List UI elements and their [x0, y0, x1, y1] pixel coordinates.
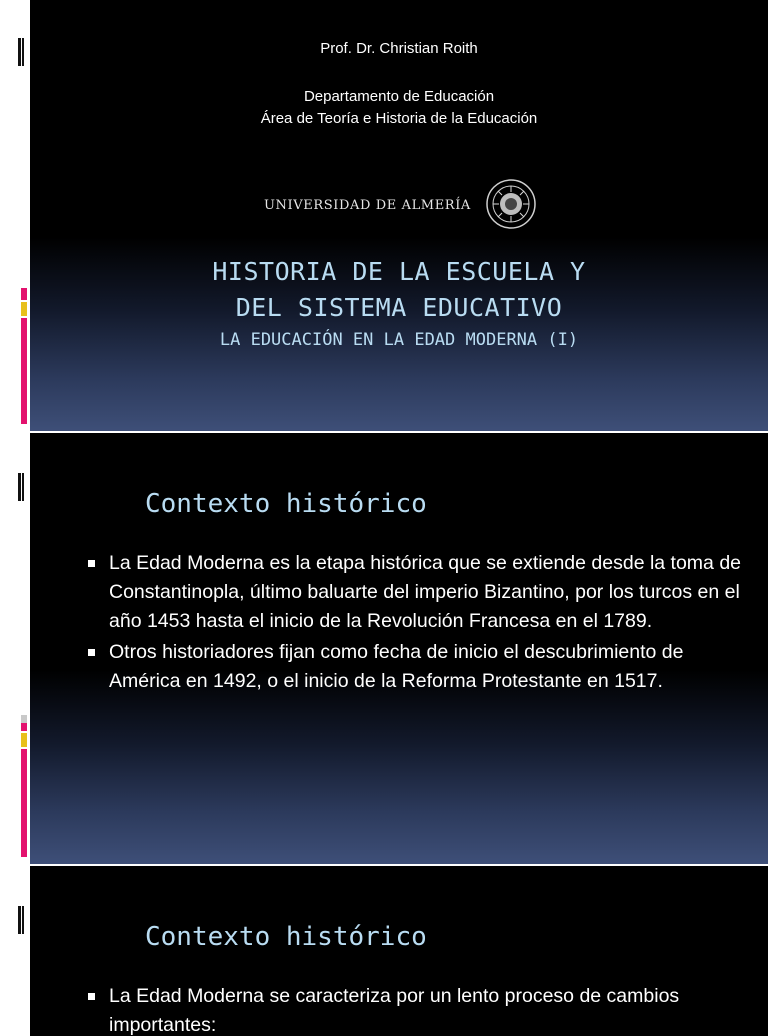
list-item [88, 638, 758, 696]
content-slide-2 [30, 866, 768, 1036]
department-name: Departamento de Educación [303, 88, 495, 105]
accent-stripe-yellow [21, 733, 27, 747]
marker-tab [22, 38, 30, 66]
marker-tab [22, 906, 30, 934]
author-name: Prof. Dr. Christian Roith [320, 40, 478, 57]
accent-stripe-grey [21, 715, 27, 723]
marker-tab [22, 473, 30, 501]
title-line-2: DEL SISTEMA EDUCATIVO [235, 293, 563, 322]
bullet-list [88, 982, 758, 1036]
list-item [88, 982, 758, 1036]
content-slide-1 [30, 433, 768, 864]
bullet-list [88, 549, 758, 698]
accent-stripe-pink [21, 749, 27, 857]
accent-stripe-pink [21, 318, 27, 424]
area-name: Área de Teoría e Historia de la Educación [260, 110, 538, 127]
bullet-text: Otros historiadores fijan como fecha de inicio el descubrimiento de América en 1492, o el inicio de la Reforma Protestante en 1517. [109, 641, 684, 692]
bullet-text: La Edad Moderna se caracteriza por un lento proceso de cambios importantes: [109, 985, 680, 1036]
square-bullet-icon [88, 560, 95, 567]
square-bullet-icon [88, 993, 95, 1000]
accent-stripe-pink [21, 288, 27, 300]
university-logo [30, 178, 768, 234]
presentation-title [30, 254, 768, 326]
marker-bar [18, 473, 21, 501]
presentation-subtitle: LA EDUCACIÓN EN LA EDAD MODERNA (I) [219, 330, 579, 350]
title-slide [30, 0, 768, 431]
university-name: UNIVERSIDAD DE ALMERÍA [264, 198, 471, 213]
accent-stripe-yellow [21, 302, 27, 316]
slide-heading: Contexto histórico [145, 922, 427, 952]
accent-stripe-pink [21, 723, 27, 731]
marker-bar [18, 906, 21, 934]
marker-bar [18, 38, 21, 66]
square-bullet-icon [88, 649, 95, 656]
list-item [88, 549, 758, 636]
university-seal-icon [485, 178, 537, 230]
bullet-text: La Edad Moderna es la etapa histórica que se extiende desde la toma de Constantinopla, último baluarte del imperio Bizantino, por los turcos en el año 1453 hasta el inicio de la Revolución Francesa en el 1789. [109, 552, 742, 632]
slide-heading: Contexto histórico [145, 489, 427, 519]
title-line-1: HISTORIA DE LA ESCUELA Y [212, 257, 586, 286]
